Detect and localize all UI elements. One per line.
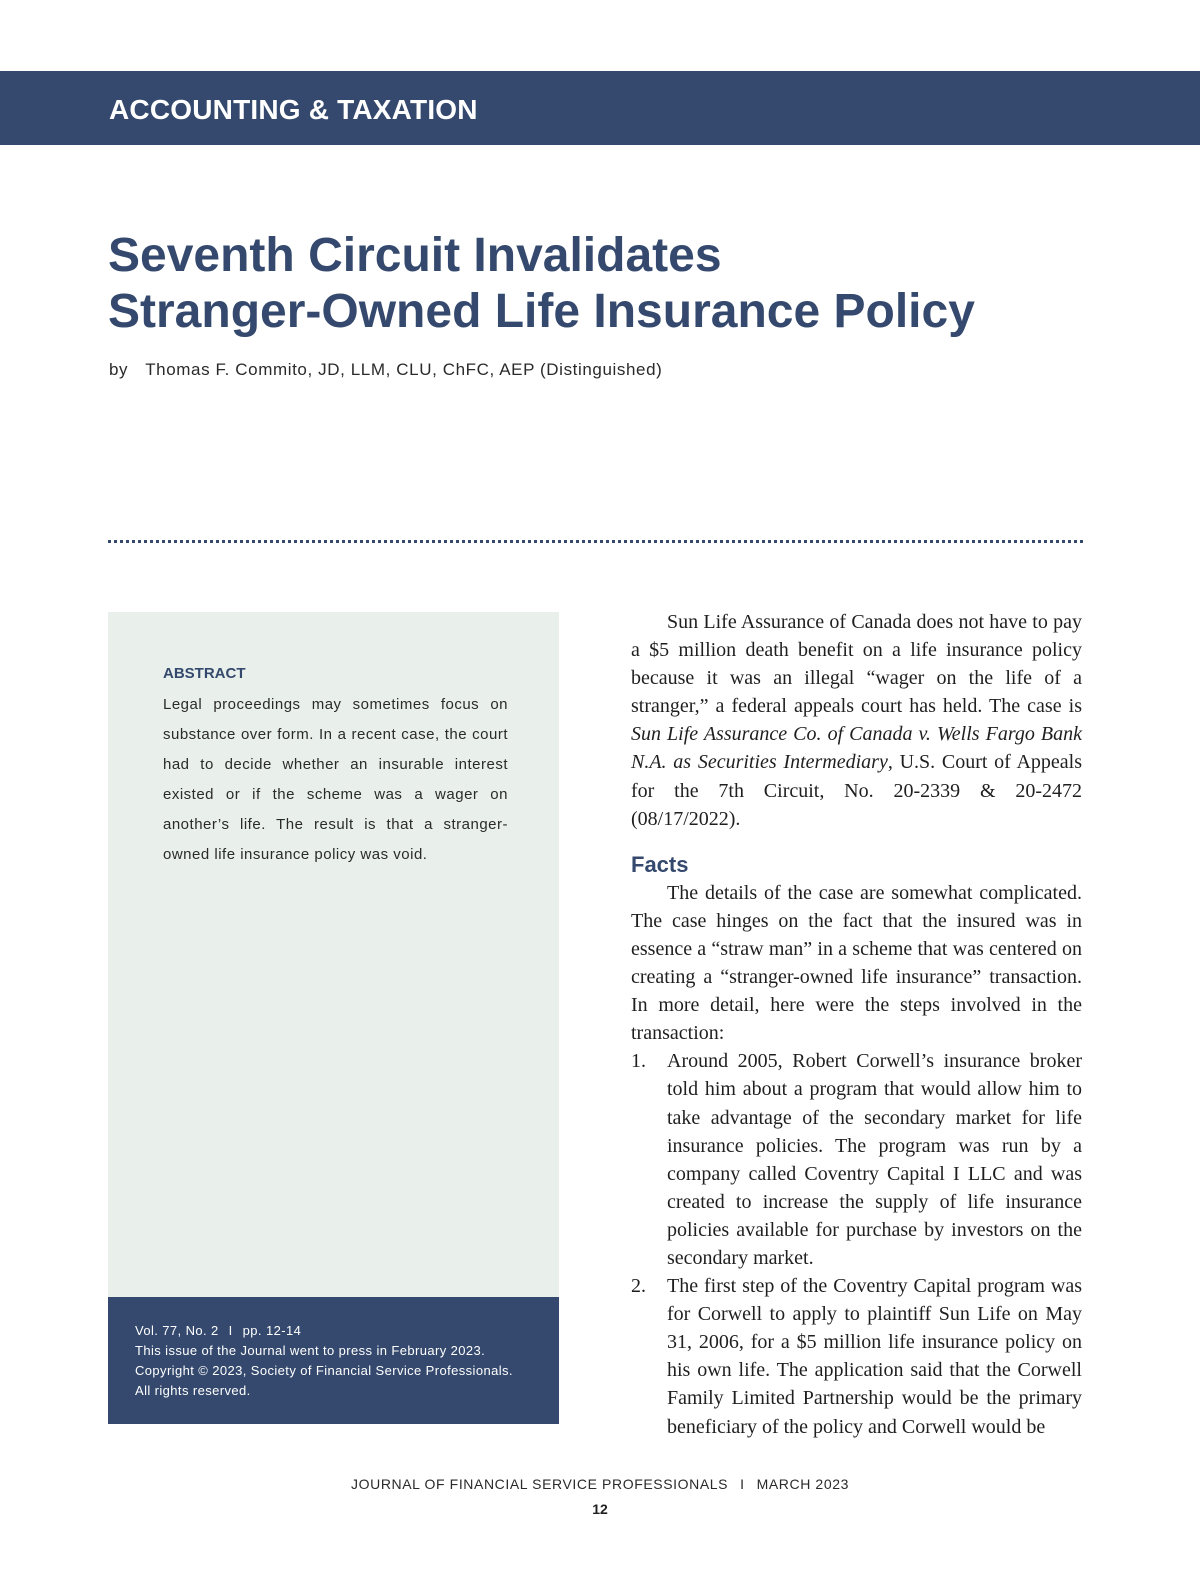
list-item-text: The first step of the Coventry Capital program was for Corwell to apply to plaintiff Sun Life on May 31, 2006, for a $5 million life insurance policy on his own life. The application said that the Corwell Family Limited Partnership would be the primary beneficiary of the policy and Corwell would be	[667, 1275, 1082, 1438]
list-item-text: Around 2005, Robert Corwell’s insurance broker told him about a program that would allow him to take advantage of the secondary market for life insurance policies. The program was run by a company called Coventry Capital I LLC and was created to increase the supply of life insurance policies available for purchase by investors on the secondary market.	[667, 1050, 1082, 1269]
issue-divider: I	[228, 1323, 233, 1338]
journal-name: JOURNAL OF FINANCIAL SERVICE PROFESSIONALS	[351, 1476, 729, 1492]
issue-volume-line	[135, 1321, 513, 1341]
issue-rights: All rights reserved.	[135, 1383, 251, 1398]
abstract-text: Legal proceedings may sometimes focus on substance over form. In a recent case, the court had to decide whether an insurable interest existed or if the scheme was a wager on another’s life. The result is that a stranger-owned life insurance policy was void.	[163, 696, 508, 863]
dotted-divider	[108, 540, 1083, 543]
steps-list	[631, 1047, 1082, 1440]
section-title: ACCOUNTING & TAXATION	[109, 94, 478, 125]
list-number: 2.	[631, 1275, 646, 1298]
issue-press-note: This issue of the Journal went to press in February 2023.	[135, 1343, 486, 1358]
byline-prefix: by	[109, 360, 129, 379]
article-body	[631, 608, 1082, 1441]
issue-date: MARCH 2023	[756, 1476, 849, 1492]
case-name: Sun Life Assurance Co. of Canada v. Wells Fargo Bank N.A. as Securities Intermediary	[631, 723, 1082, 774]
byline	[109, 358, 662, 382]
issue-volume: Vol. 77, No. 2	[135, 1323, 219, 1338]
intro-paragraph	[631, 608, 1082, 833]
issue-info-box	[108, 1297, 559, 1424]
intro-citation: , U.S. Court of Appeals for the 7th Circuit, No. 20-2339 & 20-2472 (08/17/2022).	[631, 751, 1083, 830]
facts-heading: Facts	[631, 851, 689, 877]
facts-paragraph: The details of the case are somewhat complicated. The case hinges on the fact that the insured was in essence a “straw man” in a scheme that was centered on creating a “stranger-owned life insurance” transaction. In more detail, here were the steps involved in the transaction:	[631, 881, 1082, 1045]
list-item	[631, 1047, 1082, 1272]
issue-copyright: Copyright © 2023, Society of Financial Service Professionals.	[135, 1363, 513, 1378]
abstract-label: ABSTRACT	[163, 665, 246, 682]
article-title	[108, 228, 1108, 340]
footer-divider: I	[740, 1476, 745, 1492]
list-number: 1.	[631, 1050, 646, 1073]
title-line-2: Stranger-Owned Life Insurance Policy	[108, 285, 975, 338]
page-number: 12	[592, 1501, 608, 1517]
list-item	[631, 1272, 1082, 1441]
intro-text: Sun Life Assurance of Canada does not have to pay a $5 million death benefit on a life insurance policy because it was an illegal “wager on the life of a stranger,” a federal appeals court has held. The case is	[631, 611, 1082, 718]
issue-pages: pp. 12-14	[242, 1323, 302, 1338]
page-footer	[0, 1474, 1200, 1494]
title-line-1: Seventh Circuit Invalidates	[108, 229, 722, 282]
author-name: Thomas F. Commito, JD, LLM, CLU, ChFC, AEP (Distinguished)	[145, 360, 663, 379]
